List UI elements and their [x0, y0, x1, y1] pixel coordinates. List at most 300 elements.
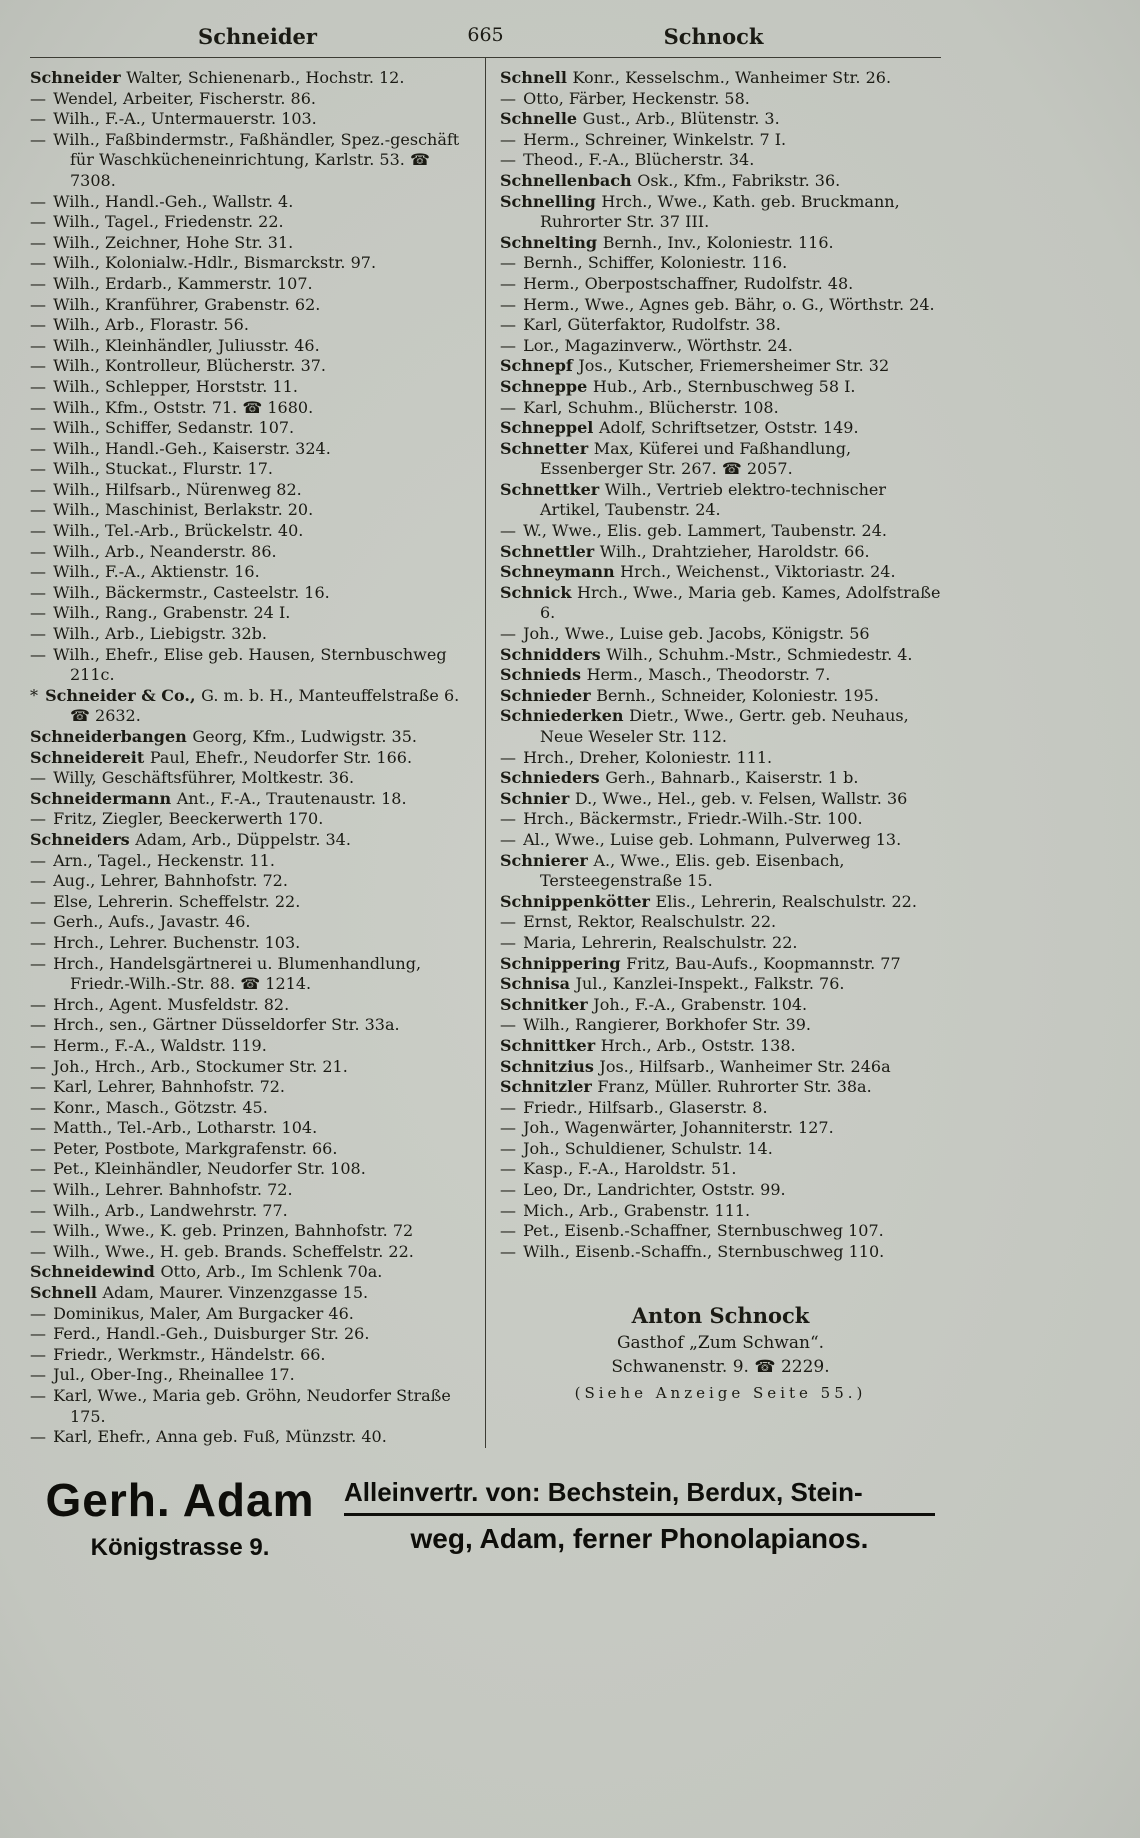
entry-dash-marker: — — [30, 212, 52, 232]
entry-text: Wilh., Tagel., Friedenstr. 22. — [53, 212, 284, 232]
directory-entry — [30, 356, 473, 377]
entry-text: Wilh., Arb., Neanderstr. 86. — [53, 541, 277, 561]
entry-surname: Schnepf — [500, 356, 579, 376]
entry-text: Wilh., Arb., Liebigstr. 32b. — [53, 624, 267, 644]
directory-entry — [30, 1345, 473, 1366]
entry-text: Jul., Ober-Ing., Rheinallee 17. — [53, 1365, 295, 1385]
directory-entry — [30, 192, 473, 213]
directory-entry — [500, 356, 941, 377]
entry-dash-marker: — — [30, 562, 52, 582]
left-column-entries — [30, 68, 473, 1448]
entry-surname: Schniederken — [500, 706, 630, 726]
directory-entry — [500, 892, 941, 913]
notice-see-ad-line: (Siehe Anzeige Seite 55.) — [574, 1384, 867, 1403]
entry-text: Wilh., Lehrer. Bahnhofstr. 72. — [53, 1180, 293, 1200]
directory-entry — [500, 398, 941, 419]
entry-dash-marker: — — [30, 1221, 52, 1241]
directory-entry — [500, 377, 941, 398]
entry-text: Pet., Kleinhändler, Neudorfer Str. 108. — [53, 1159, 366, 1179]
directory-entry — [30, 1077, 473, 1098]
entry-dash-marker: — — [30, 850, 52, 870]
entry-text: Al., Wwe., Luise geb. Lohmann, Pulverweg 13. — [523, 829, 902, 849]
entry-text: Karl, Güterfaktor, Rudolfstr. 38. — [523, 315, 781, 335]
directory-entry — [500, 995, 941, 1016]
entry-star-marker: * — [30, 685, 44, 705]
entry-surname: Schnidders — [500, 644, 607, 664]
entry-dash-marker: — — [500, 1138, 522, 1158]
notice-line: Schwanenstr. 9. ☎ 2229. — [611, 1357, 830, 1378]
directory-entry — [30, 274, 473, 295]
entry-dash-marker: — — [500, 273, 522, 293]
directory-entry — [500, 933, 941, 954]
entry-surname: Schneider & Co., — [45, 685, 202, 705]
directory-entry — [30, 995, 473, 1016]
entry-text: Hrch., Weichenst., Viktoriastr. 24. — [620, 562, 896, 582]
entry-dash-marker: — — [30, 1097, 52, 1117]
entry-text: Wilh., Eisenb.-Schaffn., Sternbuschweg 110. — [523, 1241, 885, 1261]
entry-dash-marker: — — [500, 1241, 522, 1261]
entry-dash-marker: — — [30, 768, 52, 788]
directory-entry — [30, 1015, 473, 1036]
entry-text: Arn., Tagel., Heckenstr. 11. — [53, 850, 275, 870]
entry-text: Joh., Hrch., Arb., Stockumer Str. 21. — [53, 1056, 348, 1076]
directory-entry — [500, 233, 941, 254]
entry-dash-marker: — — [500, 1180, 522, 1200]
ad-company-name: Gerh. Adam — [45, 1473, 315, 1526]
directory-entry — [30, 1201, 473, 1222]
directory-entry — [30, 1098, 473, 1119]
entry-surname: Schnettler — [500, 541, 600, 561]
ad-right-block — [330, 1476, 935, 1556]
directory-entry — [500, 1098, 941, 1119]
entry-dash-marker: — — [30, 932, 52, 952]
entry-text: Bernh., Schiffer, Koloniestr. 116. — [523, 253, 788, 273]
directory-entry — [30, 68, 473, 89]
entry-dash-marker: — — [30, 294, 52, 314]
entry-dash-marker: — — [30, 644, 52, 664]
entry-dash-marker: — — [30, 253, 52, 273]
entry-text: Hrch., Wwe., Kath. geb. Bruckmann, Ruhrorter Str. 37 III. — [540, 191, 900, 232]
entry-surname: Schnippenkötter — [500, 891, 656, 911]
directory-entry — [500, 748, 941, 769]
entry-surname: Schneiders — [30, 829, 136, 849]
directory-entry — [30, 871, 473, 892]
directory-entry — [500, 439, 941, 480]
entry-dash-marker: — — [500, 912, 522, 932]
entry-surname: Schneidermann — [30, 788, 177, 808]
entry-text: Paul, Ehefr., Neudorfer Str. 166. — [149, 747, 413, 767]
entry-text: Jos., Hilfsarb., Wanheimer Str. 246a — [599, 1056, 891, 1076]
entry-dash-marker: — — [30, 315, 52, 335]
directory-entry — [30, 1365, 473, 1386]
entry-text: Wilh., Tel.-Arb., Brückelstr. 40. — [53, 521, 304, 541]
directory-entry — [30, 459, 473, 480]
entry-surname: Schnitker — [500, 994, 594, 1014]
entry-dash-marker: — — [30, 521, 52, 541]
entry-surname: Schnellenbach — [500, 170, 638, 190]
entry-dash-marker: — — [30, 582, 52, 602]
directory-entry — [500, 789, 941, 810]
directory-entry — [500, 89, 941, 110]
directory-entry — [30, 295, 473, 316]
entry-dash-marker: — — [500, 88, 522, 108]
entry-text: Karl, Ehefr., Anna geb. Fuß, Münzstr. 40. — [53, 1427, 387, 1447]
entry-text: Wilh., Faßbindermstr., Faßhändler, Spez.-geschäft für Waschkücheneinrichtung, Karlstr. 53. ☎ 7308. — [53, 129, 460, 190]
directory-entry — [500, 480, 941, 521]
entry-dash-marker: — — [30, 335, 52, 355]
entry-dash-marker: — — [30, 376, 52, 396]
directory-entry — [500, 130, 941, 151]
entry-text: Otto, Arb., Im Schlenk 70a. — [160, 1262, 383, 1282]
notice-line: Gasthof „Zum Schwan“. — [616, 1333, 825, 1354]
entry-text: Wendel, Arbeiter, Fischerstr. 86. — [53, 88, 316, 108]
entry-dash-marker: — — [30, 1077, 52, 1097]
entry-dash-marker: — — [30, 479, 52, 499]
entry-text: Wilh., Arb., Landwehrstr. 77. — [53, 1200, 288, 1220]
entry-surname: Schneppel — [500, 418, 599, 438]
directory-entry — [30, 892, 473, 913]
directory-entry — [30, 253, 473, 274]
entry-dash-marker: — — [30, 809, 52, 829]
entry-surname: Schnierer — [500, 850, 594, 870]
entry-text: Peter, Postbote, Markgrafenstr. 66. — [53, 1138, 338, 1158]
directory-entry — [30, 562, 473, 583]
entry-surname: Schnitzler — [500, 1077, 598, 1097]
entry-dash-marker: — — [500, 253, 522, 273]
entry-surname: Schnitzius — [500, 1056, 600, 1076]
entry-text: Gust., Arb., Blütenstr. 3. — [582, 109, 780, 129]
entry-text: Herm., Schreiner, Winkelstr. 7 I. — [523, 129, 787, 149]
directory-entry — [30, 1427, 473, 1448]
directory-entry — [30, 851, 473, 872]
entry-text: Jul., Kanzlei-Inspekt., Falkstr. 76. — [575, 974, 845, 994]
entry-dash-marker: — — [500, 829, 522, 849]
entry-text: Aug., Lehrer, Bahnhofstr. 72. — [53, 871, 288, 891]
directory-entry — [500, 192, 941, 233]
entry-text: Dominikus, Maler, Am Burgacker 46. — [53, 1303, 354, 1323]
directory-entry — [500, 583, 941, 624]
entry-text: Wilh., Maschinist, Berlakstr. 20. — [53, 500, 314, 520]
entry-dash-marker: — — [30, 191, 52, 211]
entry-dash-marker: — — [500, 335, 522, 355]
entry-text: Mich., Arb., Grabenstr. 111. — [523, 1200, 751, 1220]
entry-text: Max, Küferei und Faßhandlung, Essenberger Str. 267. ☎ 2057. — [540, 438, 852, 479]
directory-entry — [500, 665, 941, 686]
right-column-entries — [500, 68, 941, 1262]
entry-text: Franz, Müller. Ruhrorter Str. 38a. — [597, 1077, 872, 1097]
entry-text: Bernh., Schneider, Koloniestr. 195. — [596, 685, 879, 705]
entry-text: Bernh., Inv., Koloniestr. 116. — [602, 232, 834, 252]
directory-entry — [500, 1242, 941, 1263]
entry-surname: Schneppe — [500, 376, 593, 396]
entry-surname: Schnell — [500, 68, 573, 87]
directory-entry — [30, 1057, 473, 1078]
entry-text: Jos., Kutscher, Friemersheimer Str. 32 — [578, 356, 890, 376]
entry-text: Wilh., Stuckat., Flurstr. 17. — [53, 459, 273, 479]
directory-entry — [500, 315, 941, 336]
entry-text: Hrch., Lehrer. Buchenstr. 103. — [53, 932, 301, 952]
directory-entry — [30, 542, 473, 563]
entry-dash-marker: — — [30, 891, 52, 911]
entry-dash-marker: — — [30, 541, 52, 561]
directory-entry — [30, 480, 473, 501]
entry-surname: Schnieder — [500, 685, 597, 705]
entry-dash-marker: — — [500, 1200, 522, 1220]
directory-entry — [500, 1159, 941, 1180]
entry-dash-marker: — — [500, 624, 522, 644]
entry-dash-marker: — — [500, 1015, 522, 1035]
entry-dash-marker: — — [30, 603, 52, 623]
directory-entry — [30, 398, 473, 419]
ad-text-line-2: weg, Adam, ferner Phonolapianos. — [410, 1522, 869, 1554]
right-column — [486, 58, 941, 1448]
directory-entry — [500, 830, 941, 851]
entry-dash-marker: — — [30, 88, 52, 108]
entry-text: Wilh., Zeichner, Hohe Str. 31. — [53, 232, 294, 252]
entry-dash-marker: — — [30, 1015, 52, 1035]
entry-text: Konr., Kesselschm., Wanheimer Str. 26. — [572, 68, 892, 87]
entry-surname: Schneidewind — [30, 1262, 161, 1282]
directory-entry — [500, 295, 941, 316]
directory-entry — [30, 109, 473, 130]
entry-dash-marker: — — [500, 315, 522, 335]
entry-dash-marker: — — [500, 294, 522, 314]
directory-entry — [30, 1139, 473, 1160]
page-number: 665 — [467, 24, 504, 46]
entry-text: Pet., Eisenb.-Schaffner, Sternbuschweg 107. — [523, 1221, 884, 1241]
entry-text: Wilh., Kranführer, Grabenstr. 62. — [53, 294, 321, 314]
entry-text: Wilh., Bäckermstr., Casteelstr. 16. — [53, 582, 330, 602]
entry-text: Wilh., Hilfsarb., Nürenweg 82. — [53, 479, 302, 499]
directory-entry — [500, 521, 941, 542]
entry-text: Elis., Lehrerin, Realschulstr. 22. — [655, 891, 917, 911]
entry-text: Wilh., Rang., Grabenstr. 24 I. — [53, 603, 291, 623]
entry-dash-marker: — — [500, 1221, 522, 1241]
entry-text: Wilh., Arb., Florastr. 56. — [53, 315, 249, 335]
directory-entry — [30, 1159, 473, 1180]
entry-text: Friedr., Hilfsarb., Glaserstr. 8. — [523, 1097, 768, 1117]
entry-text: Wilh., Kleinhändler, Juliusstr. 46. — [53, 335, 320, 355]
advertisement — [30, 1473, 935, 1562]
directory-entry — [30, 624, 473, 645]
entry-text: Dietr., Wwe., Gertr. geb. Neuhaus, Neue Weseler Str. 112. — [540, 706, 909, 746]
directory-entry — [500, 109, 941, 130]
entry-text: Joh., Wagenwärter, Johanniterstr. 127. — [523, 1118, 834, 1138]
entry-dash-marker: — — [30, 994, 52, 1014]
entry-surname: Schneymann — [500, 562, 621, 582]
entry-text: Joh., Schuldiener, Schulstr. 14. — [523, 1138, 773, 1158]
directory-entry — [30, 1386, 473, 1427]
directory-entry — [30, 1118, 473, 1139]
entry-text: Wilh., F.-A., Untermauerstr. 103. — [53, 109, 317, 129]
entry-dash-marker: — — [30, 1303, 52, 1323]
directory-entry — [30, 1324, 473, 1345]
entry-text: Willy, Geschäftsführer, Moltkestr. 36. — [53, 768, 355, 788]
entry-surname: Schnippering — [500, 953, 627, 973]
directory-entry — [500, 562, 941, 583]
entry-text: Wilh., Erdarb., Kammerstr. 107. — [53, 273, 313, 293]
directory-entry — [500, 1201, 941, 1222]
entry-text: Wilh., Kontrolleur, Blücherstr. 37. — [53, 356, 327, 376]
entry-dash-marker: — — [30, 1118, 52, 1138]
directory-entry — [500, 336, 941, 357]
directory-entry — [30, 500, 473, 521]
entry-text: Georg, Kfm., Ludwigstr. 35. — [192, 727, 417, 746]
entry-dash-marker: — — [500, 129, 522, 149]
entry-text: Wilh., Wwe., K. geb. Prinzen, Bahnhofstr. 72 — [53, 1221, 414, 1241]
entry-dash-marker: — — [30, 1035, 52, 1055]
entry-text: Lor., Magazinverw., Wörthstr. 24. — [523, 335, 793, 355]
entry-dash-marker: — — [30, 418, 52, 438]
directory-entry — [30, 418, 473, 439]
entry-surname: Schnelling — [500, 191, 602, 211]
directory-entry — [30, 212, 473, 233]
entry-text: Wilh., Handl.-Geh., Wallstr. 4. — [53, 191, 294, 211]
entry-surname: Schnelle — [500, 109, 583, 129]
page-number-wrap — [467, 24, 504, 49]
directory-entry — [30, 1180, 473, 1201]
entry-text: Fritz, Ziegler, Beeckerwerth 170. — [53, 809, 324, 829]
directory-entry — [30, 686, 473, 727]
schnock-notice — [500, 1303, 941, 1403]
entry-text: Joh., F.-A., Grabenstr. 104. — [593, 994, 808, 1014]
directory-entry — [30, 830, 473, 851]
directory-entry — [500, 171, 941, 192]
directory-entry — [30, 130, 473, 192]
entry-surname: Schnieders — [500, 768, 606, 788]
entry-text: Karl, Schuhm., Blücherstr. 108. — [523, 397, 779, 417]
directory-entry — [30, 748, 473, 769]
entry-surname: Schnetter — [500, 438, 594, 458]
directory-entry — [30, 603, 473, 624]
directory-entry — [30, 789, 473, 810]
entry-dash-marker: — — [30, 1180, 52, 1200]
entry-text: Hrch., Dreher, Koloniestr. 111. — [523, 747, 773, 767]
entry-text: Osk., Kfm., Fabrikstr. 36. — [637, 170, 841, 190]
directory-entry — [30, 727, 473, 748]
entry-text: Wilh., Schlepper, Horststr. 11. — [53, 376, 298, 396]
entry-text: Else, Lehrerin. Scheffelstr. 22. — [53, 891, 301, 911]
directory-entry — [500, 851, 941, 892]
directory-entry — [30, 1283, 473, 1304]
entry-text: Hrch., Bäckermstr., Friedr.-Wilh.-Str. 100. — [523, 809, 863, 829]
ad-text-line-1: Alleinvertr. von: Bechstein, Berdux, Stein- — [344, 1476, 935, 1516]
header-right-title: Schnock — [663, 24, 764, 49]
entry-surname: Schnelting — [500, 232, 603, 252]
entry-dash-marker: — — [30, 1138, 52, 1158]
entry-text: Adam, Arb., Düppelstr. 34. — [135, 829, 351, 849]
entry-text: Wilh., F.-A., Aktienstr. 16. — [53, 562, 260, 582]
entry-text: Hrch., sen., Gärtner Düsseldorfer Str. 33a. — [53, 1015, 400, 1035]
entry-dash-marker: — — [500, 521, 522, 541]
entry-dash-marker: — — [30, 273, 52, 293]
entry-text: Herm., Oberpostschaffner, Rudolfstr. 48. — [523, 273, 854, 293]
entry-text: Adam, Maurer. Vinzenzgasse 15. — [102, 1283, 369, 1303]
entry-dash-marker: — — [30, 1427, 52, 1447]
entry-text: Wilh., Handl.-Geh., Kaiserstr. 324. — [53, 438, 331, 458]
entry-text: Karl, Wwe., Maria geb. Gröhn, Neudorfer Straße 175. — [53, 1386, 451, 1426]
directory-entry — [500, 912, 941, 933]
entry-dash-marker: — — [30, 1159, 52, 1179]
entry-dash-marker: — — [30, 438, 52, 458]
entry-text: Karl, Lehrer, Bahnhofstr. 72. — [53, 1077, 286, 1097]
entry-text: Hub., Arb., Sternbuschweg 58 I. — [592, 376, 856, 396]
directory-entry — [500, 768, 941, 789]
entry-dash-marker: — — [30, 109, 52, 129]
ad-left-block — [30, 1473, 330, 1562]
entry-surname: Schnisa — [500, 974, 576, 994]
entry-text: Hrch., Handelsgärtnerei u. Blumenhandlung, Friedr.-Wilh.-Str. 88. ☎ 1214. — [53, 953, 422, 994]
entry-surname: Schneiderbangen — [30, 727, 193, 746]
directory-entry — [30, 1221, 473, 1242]
directory-entry — [30, 439, 473, 460]
entry-dash-marker: — — [30, 912, 52, 932]
entry-text: Wilh., Vertrieb elektro-technischer Artikel, Taubenstr. 24. — [540, 479, 886, 520]
notice-title: Anton Schnock — [631, 1303, 810, 1329]
directory-entry — [500, 1077, 941, 1098]
entry-text: Wilh., Schiffer, Sedanstr. 107. — [53, 418, 295, 438]
entry-text: G. m. b. H., Manteuffelstraße 6. ☎ 2632. — [70, 685, 460, 726]
entry-dash-marker: — — [500, 397, 522, 417]
entry-surname: Schnieds — [500, 665, 587, 685]
directory-entry — [500, 542, 941, 563]
entry-dash-marker: — — [30, 953, 52, 973]
entry-dash-marker: — — [30, 397, 52, 417]
directory-entry — [500, 150, 941, 171]
directory-entry — [500, 1057, 941, 1078]
entry-text: Wilh., Kolonialw.-Hdlr., Bismarckstr. 97. — [53, 253, 377, 273]
directory-entry — [500, 1118, 941, 1139]
directory-entry — [30, 336, 473, 357]
entry-text: Wilh., Rangierer, Borkhofer Str. 39. — [523, 1015, 812, 1035]
entry-text: A., Wwe., Elis. geb. Eisenbach, Tersteegenstraße 15. — [540, 850, 845, 891]
entry-dash-marker: — — [30, 459, 52, 479]
entry-text: Theod., F.-A., Blücherstr. 34. — [523, 150, 755, 170]
directory-entry — [30, 233, 473, 254]
entry-text: Maria, Lehrerin, Realschulstr. 22. — [523, 932, 798, 952]
directory-entry — [500, 1015, 941, 1036]
entry-dash-marker: — — [30, 1324, 52, 1344]
entry-dash-marker: — — [30, 871, 52, 891]
directory-entry — [30, 1242, 473, 1263]
entry-surname: Schneidereit — [30, 747, 150, 767]
entry-text: Herm., Masch., Theodorstr. 7. — [586, 665, 831, 685]
entry-text: Wilh., Kfm., Oststr. 71. ☎ 1680. — [53, 397, 314, 417]
directory-entry — [500, 253, 941, 274]
entry-dash-marker: — — [30, 500, 52, 520]
directory-entry — [500, 706, 941, 747]
entry-dash-marker: — — [30, 1200, 52, 1220]
entry-dash-marker: — — [30, 624, 52, 644]
directory-entry — [500, 1180, 941, 1201]
directory-entry — [30, 583, 473, 604]
directory-entry — [30, 1036, 473, 1057]
directory-entry — [30, 1304, 473, 1325]
directory-entry — [500, 645, 941, 666]
entry-text: Ernst, Rektor, Realschulstr. 22. — [523, 912, 777, 932]
entry-dash-marker: — — [500, 1097, 522, 1117]
entry-text: W., Wwe., Elis. geb. Lammert, Taubenstr. 24. — [523, 521, 887, 541]
directory-entry — [30, 954, 473, 995]
entry-dash-marker: — — [500, 809, 522, 829]
entry-text: Wilh., Drahtzieher, Haroldstr. 66. — [599, 541, 870, 561]
entry-text: D., Wwe., Hel., geb. v. Felsen, Wallstr. 36 — [574, 788, 908, 808]
entry-surname: Schneider — [30, 68, 127, 87]
ad-company-address: Königstrasse 9. — [90, 1533, 270, 1561]
entry-dash-marker: — — [500, 1118, 522, 1138]
entry-text: Herm., Wwe., Agnes geb. Bähr, o. G., Wörthstr. 24. — [523, 294, 935, 314]
directory-entry — [500, 418, 941, 439]
